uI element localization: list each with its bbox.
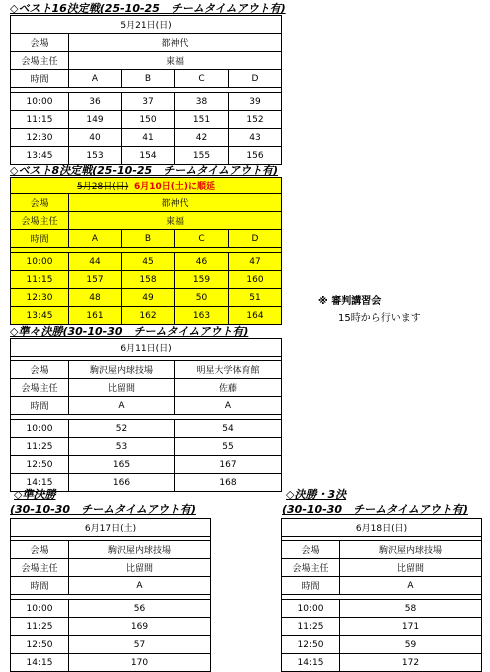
match-cell: 156 — [229, 147, 282, 165]
match-cell: 48 — [69, 289, 122, 307]
venue-label: 会場 — [11, 361, 69, 379]
match-cell: 53 — [69, 438, 175, 456]
section-title-best16: ◇ベスト16決定戦(25-10-25 チームタイムアウト有) — [10, 2, 286, 15]
match-cell: 154 — [122, 147, 175, 165]
time-cell: 11:15 — [11, 271, 69, 289]
match-cell: 162 — [122, 307, 175, 325]
match-cell: 150 — [122, 111, 175, 129]
venue-label: 会場 — [11, 34, 69, 52]
time-cell: 10:00 — [11, 253, 69, 271]
schedule-table-final — [281, 518, 482, 672]
host-label: 会場主任 — [11, 212, 69, 230]
host-value: 東福 — [69, 212, 282, 230]
match-cell: 159 — [175, 271, 229, 289]
venue-label: 会場 — [11, 194, 69, 212]
court-header: D — [229, 230, 282, 248]
schedule-table-semifinal — [10, 518, 211, 672]
schedule-table-best8 — [10, 177, 282, 325]
match-cell: 157 — [69, 271, 122, 289]
court-header: D — [229, 70, 282, 88]
match-cell: 155 — [175, 147, 229, 165]
time-header: 時間 — [282, 577, 340, 595]
schedule-table-best16 — [10, 15, 282, 165]
match-cell: 54 — [175, 420, 282, 438]
time-cell: 10:00 — [11, 600, 69, 618]
match-cell: 153 — [69, 147, 122, 165]
match-cell: 44 — [69, 253, 122, 271]
section-subtitle-final: (30-10-30 チームタイムアウト有) — [282, 503, 468, 516]
host-value: 比留間 — [340, 559, 482, 577]
match-cell: 59 — [340, 636, 482, 654]
time-cell: 11:25 — [282, 618, 340, 636]
referee-seminar-time: 15時から行います — [338, 313, 421, 324]
court-header: C — [175, 70, 229, 88]
match-cell: 52 — [69, 420, 175, 438]
match-cell: 152 — [229, 111, 282, 129]
match-cell: 57 — [69, 636, 211, 654]
section-title-final: ◇決勝・3決 — [286, 488, 347, 501]
court-header: B — [122, 70, 175, 88]
time-cell: 10:00 — [11, 420, 69, 438]
venue-value: 明星大学体育館 — [175, 361, 282, 379]
time-cell: 12:50 — [11, 456, 69, 474]
section-title-quarterfinal: ◇準々決勝(30-10-30 チームタイムアウト有) — [10, 325, 249, 338]
match-cell: 56 — [69, 600, 211, 618]
schedule-table-quarterfinal — [10, 338, 282, 492]
match-cell: 46 — [175, 253, 229, 271]
match-cell: 39 — [229, 93, 282, 111]
time-cell: 11:15 — [11, 111, 69, 129]
host-value: 比留間 — [69, 559, 211, 577]
time-cell: 14:15 — [11, 654, 69, 672]
time-cell: 12:50 — [11, 636, 69, 654]
court-header: A — [340, 577, 482, 595]
venue-value: 駒沢屋内球技場 — [69, 541, 211, 559]
match-cell: 165 — [69, 456, 175, 474]
host-label: 会場主任 — [11, 379, 69, 397]
match-cell: 49 — [122, 289, 175, 307]
match-cell: 149 — [69, 111, 122, 129]
time-cell: 11:25 — [11, 438, 69, 456]
court-header: A — [69, 70, 122, 88]
venue-label: 会場 — [11, 541, 69, 559]
match-cell: 37 — [122, 93, 175, 111]
match-cell: 55 — [175, 438, 282, 456]
time-header: 時間 — [11, 70, 69, 88]
time-cell: 10:00 — [11, 93, 69, 111]
host-label: 会場主任 — [11, 559, 69, 577]
match-cell: 167 — [175, 456, 282, 474]
match-cell: 171 — [340, 618, 482, 636]
court-header: C — [175, 230, 229, 248]
host-label: 会場主任 — [11, 52, 69, 70]
referee-seminar-title: ※ 審判講習会 — [318, 296, 382, 307]
time-header: 時間 — [11, 230, 69, 248]
court-header: A — [175, 397, 282, 415]
match-cell: 50 — [175, 289, 229, 307]
match-cell: 36 — [69, 93, 122, 111]
date-cell — [11, 178, 282, 194]
date-cell: 6月17日(土) — [11, 519, 211, 537]
time-cell: 13:45 — [11, 147, 69, 165]
time-header: 時間 — [11, 577, 69, 595]
match-cell: 163 — [175, 307, 229, 325]
match-cell: 40 — [69, 129, 122, 147]
match-cell: 42 — [175, 129, 229, 147]
host-value: 佐藤 — [175, 379, 282, 397]
postponed-date: 6月10日(土)に順延 — [133, 182, 215, 192]
court-header: A — [69, 230, 122, 248]
date-cell: 6月18日(日) — [282, 519, 482, 537]
section-subtitle-semifinal: (30-10-30 チームタイムアウト有) — [10, 503, 196, 516]
match-cell: 151 — [175, 111, 229, 129]
host-value: 東福 — [69, 52, 282, 70]
match-cell: 58 — [340, 600, 482, 618]
venue-value: 駒沢屋内球技場 — [69, 361, 175, 379]
time-cell: 13:45 — [11, 307, 69, 325]
time-cell: 12:30 — [11, 289, 69, 307]
venue-value: 駒沢屋内球技場 — [340, 541, 482, 559]
match-cell: 160 — [229, 271, 282, 289]
time-cell: 14:15 — [11, 474, 69, 492]
host-label: 会場主任 — [282, 559, 340, 577]
venue-value: 都神代 — [69, 34, 282, 52]
match-cell: 158 — [122, 271, 175, 289]
match-cell: 164 — [229, 307, 282, 325]
time-header: 時間 — [11, 397, 69, 415]
match-cell: 169 — [69, 618, 211, 636]
time-cell: 10:00 — [282, 600, 340, 618]
court-header: B — [122, 230, 175, 248]
section-title-best8: ◇ベスト8決定戦(25-10-25 チームタイムアウト有) — [10, 164, 279, 177]
match-cell: 43 — [229, 129, 282, 147]
match-cell: 47 — [229, 253, 282, 271]
date-cell: 6月11日(日) — [11, 339, 282, 357]
court-header: A — [69, 397, 175, 415]
match-cell: 168 — [175, 474, 282, 492]
match-cell: 38 — [175, 93, 229, 111]
time-cell: 12:30 — [11, 129, 69, 147]
time-cell: 11:25 — [11, 618, 69, 636]
match-cell: 170 — [69, 654, 211, 672]
time-cell: 14:15 — [282, 654, 340, 672]
original-date: 5月28日(日) — [77, 182, 129, 192]
court-header: A — [69, 577, 211, 595]
match-cell: 45 — [122, 253, 175, 271]
time-cell: 12:50 — [282, 636, 340, 654]
host-value: 比留間 — [69, 379, 175, 397]
match-cell: 51 — [229, 289, 282, 307]
section-title-semifinal: ◇準決勝 — [14, 488, 56, 501]
match-cell: 161 — [69, 307, 122, 325]
venue-value: 都神代 — [69, 194, 282, 212]
venue-label: 会場 — [282, 541, 340, 559]
match-cell: 172 — [340, 654, 482, 672]
match-cell: 41 — [122, 129, 175, 147]
match-cell: 166 — [69, 474, 175, 492]
date-cell: 5月21日(日) — [11, 16, 282, 34]
